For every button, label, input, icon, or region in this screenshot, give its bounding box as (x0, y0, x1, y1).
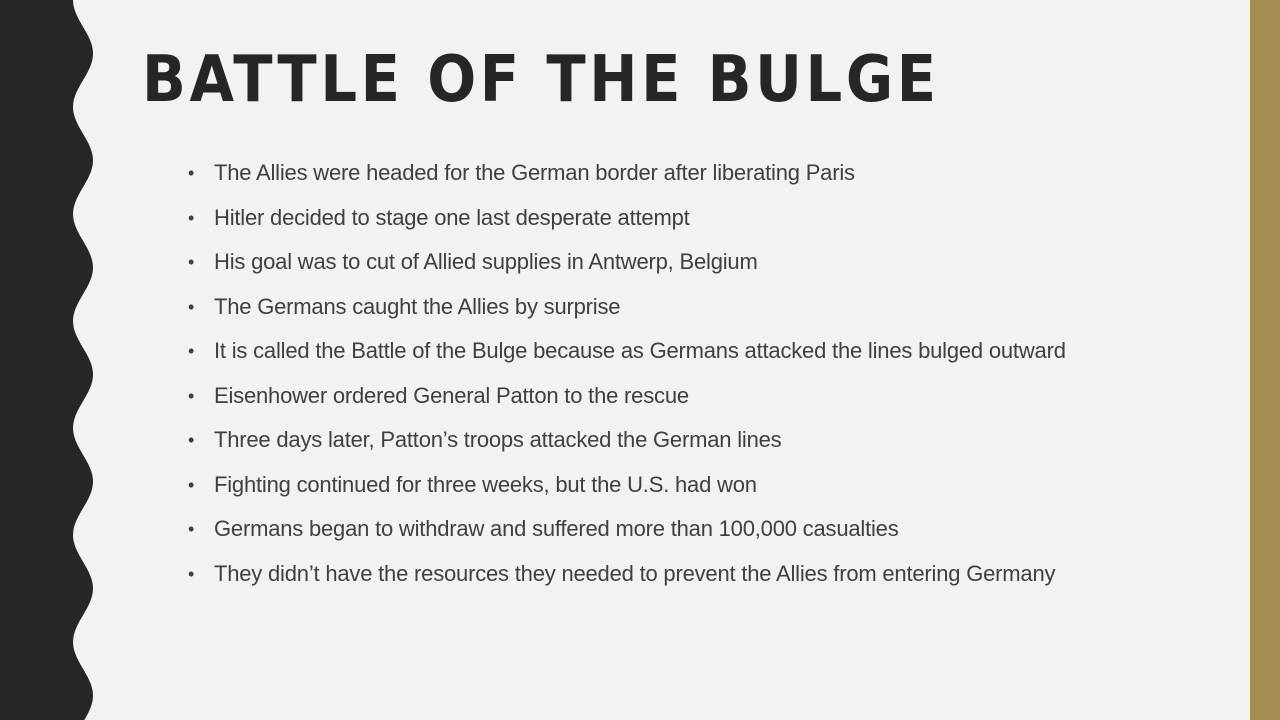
bullet-item (188, 329, 1228, 374)
slide-title: BATTLE OF THE BULGE (142, 43, 940, 117)
bullet-text: Fighting continued for three weeks, but the U.S. had won (214, 471, 757, 497)
bullet-dot: • (188, 430, 195, 450)
bullet-text: The Allies were headed for the German border after liberating Paris (214, 160, 855, 185)
bullet-text: Germans began to withdraw and suffered more than 100,000 casualties (214, 516, 899, 541)
bullet-item (188, 552, 1228, 597)
bullet-dot: • (188, 296, 195, 317)
bullet-list (188, 151, 1228, 596)
left-wavy-band (0, 0, 110, 720)
bullet-dot: • (188, 252, 195, 272)
right-accent-stripe (1250, 0, 1280, 720)
wavy-band-shape (0, 0, 110, 720)
bullet-item (188, 196, 1228, 241)
bullet-dot: • (188, 385, 195, 406)
bullet-item (188, 240, 1228, 285)
bullet-item (188, 374, 1228, 419)
bullet-item (188, 285, 1228, 330)
bullet-item (188, 151, 1228, 196)
bullet-text: Three days later, Patton’s troops attacked the German lines (214, 427, 782, 452)
bullet-text: The Germans caught the Allies by surprise (214, 293, 621, 319)
bullet-text: His goal was to cut of Allied supplies in Antwerp, Belgium (214, 249, 758, 274)
bullet-text: Eisenhower ordered General Patton to the rescue (214, 382, 689, 408)
bullet-text: They didn’t have the resources they needed to prevent the Allies from entering Germany (214, 560, 1056, 586)
bullet-dot: • (188, 519, 195, 539)
bullet-dot: • (188, 341, 195, 361)
bullet-text: It is called the Battle of the Bulge because as Germans attacked the lines bulged outward (214, 338, 1066, 363)
bullet-item (188, 418, 1228, 463)
bullet-item (188, 463, 1228, 508)
bullet-text: Hitler decided to stage one last desperate attempt (214, 204, 690, 230)
bullet-dot: • (188, 163, 195, 183)
bullet-dot: • (188, 563, 195, 584)
bullet-item (188, 507, 1228, 552)
bullet-dot: • (188, 207, 195, 228)
bullet-dot: • (188, 474, 195, 495)
